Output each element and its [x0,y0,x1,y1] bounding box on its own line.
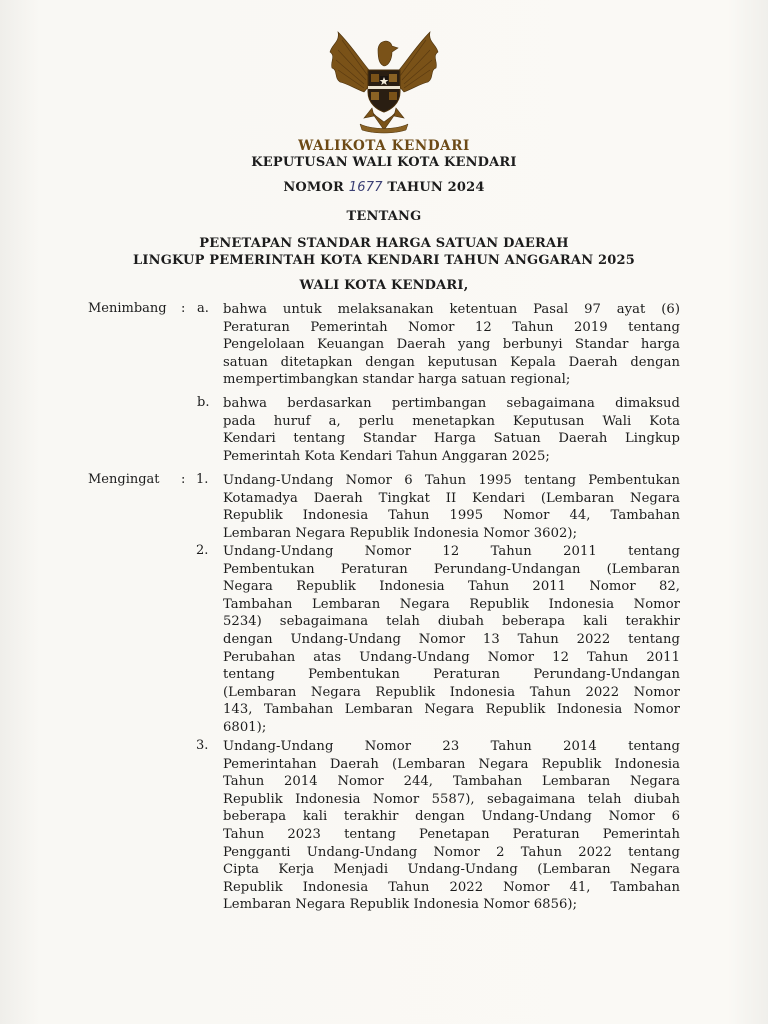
about-heading: TENTANG [346,209,422,224]
text-line: Republik Indonesia Tahun 1995 Nomor 44, Tambahan [223,508,680,524]
text-line: Pemerintah Kota Kendari Tahun Anggaran 2025; [223,448,550,464]
text-line: pada huruf a, perlu menetapkan Keputusan Wali Kota [223,413,680,429]
text-line: Republik Indonesia Tahun 2022 Nomor 41, Tambahan [223,879,680,895]
number-prefix: NOMOR [283,180,345,195]
text-line: Republik Indonesia Nomor 5587), sebagaimana telah diubah [223,791,680,807]
text-line: Tahun 2023 tentang Penetapan Peraturan Pemerintah [223,826,680,842]
subject-line-1: PENETAPAN STANDAR HARGA SATUAN DAERAH [199,236,569,251]
text-line: Tambahan Lembaran Negara Republik Indonesia Nomor [223,596,680,612]
mengingat-item-2 [223,543,680,737]
text-line: Pengganti Undang-Undang Nomor 2 Tahun 2022 tentang [223,844,680,860]
text-line: Undang-Undang Nomor 12 Tahun 2011 tentang [223,544,680,559]
number-value: 1677 [348,180,383,195]
text-line: Pembentukan Peraturan Perundang-Undangan (Lembaran [223,561,680,577]
text-line: Undang-Undang Nomor 6 Tahun 1995 tentang Pembentukan [223,473,680,488]
subject-line-2: LINGKUP PEMERINTAH KOTA KENDARI TAHUN ANGGARAN 2025 [132,253,636,268]
number-suffix: TAHUN 2024 [387,180,485,195]
menimbang-colon: : [181,301,186,316]
authority-heading: WALI KOTA KENDARI, [299,278,469,293]
text-line: Kotamadya Daerah Tingkat II Kendari (Lembaran Negara [223,490,680,506]
mengingat-item-3 [223,738,680,914]
garuda-emblem-icon [324,26,444,136]
text-line: Tahun 2014 Nomor 244, Tambahan Lembaran Negara [223,774,680,790]
menimbang-item-b [223,395,680,465]
text-line: 143, Tambahan Lembaran Negara Republik Indonesia Nomor [223,702,680,718]
text-line: tentang Pembentukan Peraturan Perundang-Undangan [223,667,680,683]
text-line: (Lembaran Negara Republik Indonesia Tahun 2022 Nomor [223,684,680,700]
menimbang-label: Menimbang [88,301,167,316]
text-line: Pengelolaan Keuangan Daerah yang berbunyi Standar harga [223,337,680,353]
text-line: bahwa berdasarkan pertimbangan sebagaimana dimaksud [223,396,680,411]
text-line: beberapa kali terakhir dengan Undang-Undang Nomor 6 [223,809,680,825]
text-line: Undang-Undang Nomor 23 Tahun 2014 tentang [223,739,680,754]
menimbang-item-marker: b. [197,395,210,410]
text-line: Lembaran Negara Republik Indonesia Nomor 3602); [223,525,578,541]
text-line: Negara Republik Indonesia Tahun 2011 Nomor 82, [223,579,680,595]
decree-number [0,180,768,195]
text-line: 6801); [223,719,267,735]
text-line: mempertimbangkan standar harga satuan regional; [223,372,571,388]
menimbang-item-a [223,301,680,389]
mengingat-item-marker: 2. [196,543,209,558]
mengingat-colon: : [181,472,186,487]
text-line: Pemerintahan Daerah (Lembaran Negara Republik Indonesia [223,756,680,772]
text-line: 5234) sebagaimana telah diubah beberapa kali terakhir [223,614,680,630]
mengingat-label: Mengingat [88,472,160,487]
mengingat-item-marker: 1. [196,472,209,487]
text-line: dengan Undang-Undang Nomor 13 Tahun 2022 tentang [223,631,680,647]
issuer-title: WALIKOTA KENDARI [298,138,470,154]
text-line: bahwa untuk melaksanakan ketentuan Pasal 97 ayat (6) [223,302,680,317]
text-line: Peraturan Pemerintah Nomor 12 Tahun 2019 tentang [223,319,680,335]
text-line: Cipta Kerja Menjadi Undang-Undang (Lembaran Negara [223,862,680,878]
mengingat-item-marker: 3. [196,738,209,753]
menimbang-item-marker: a. [197,301,209,316]
decree-title: KEPUTUSAN WALI KOTA KENDARI [251,155,517,170]
text-line: Lembaran Negara Republik Indonesia Nomor 6856); [223,897,578,913]
text-line: satuan ditetapkan dengan keputusan Kepala Daerah dengan [223,354,680,370]
text-line: Kendari tentang Standar Harga Satuan Daerah Lingkup [223,431,680,447]
text-line: Perubahan atas Undang-Undang Nomor 12 Tahun 2011 [223,649,680,665]
mengingat-item-1 [223,472,680,542]
